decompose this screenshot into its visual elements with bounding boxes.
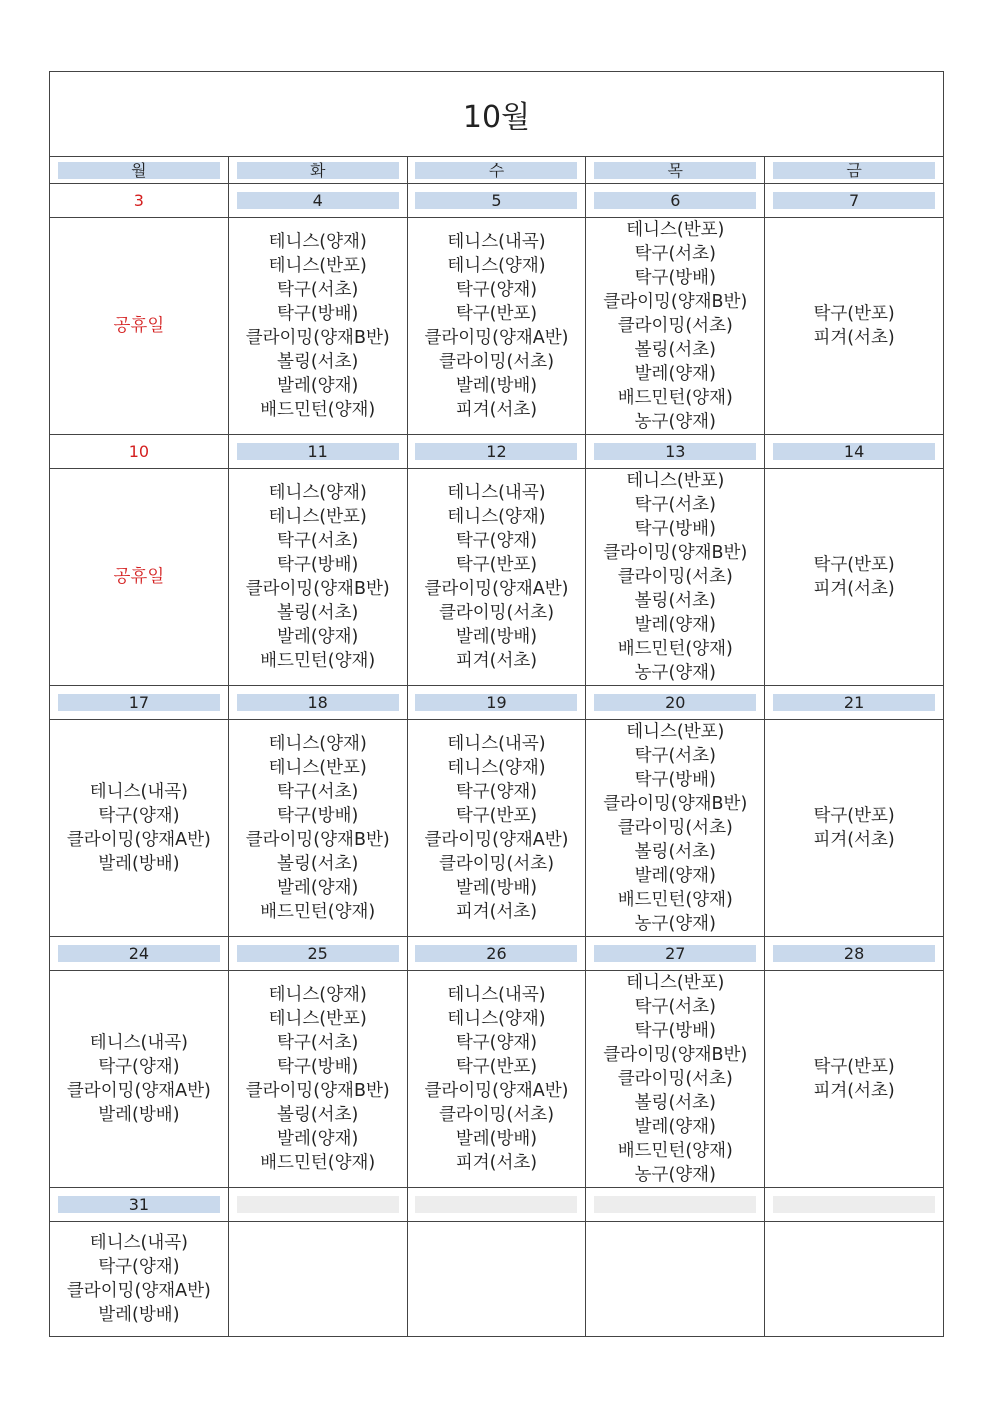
empty-date-bar [237,1196,399,1213]
date-label: 7 [773,192,935,209]
date-label: 20 [594,694,756,711]
activity-cell: 테니스(양재) 테니스(반포) 탁구(서초) 탁구(방배) 클라이밍(양재B반) 볼링(서초) 발레(양재) 배드민턴(양재) [228,218,407,435]
date-cell [228,435,407,469]
date-label: 11 [237,443,399,460]
activity-cell: 테니스(내곡) 탁구(양재) 클라이밍(양재A반) 발레(방배) [50,720,229,937]
date-label: 19 [415,694,577,711]
date-cell [586,1188,765,1222]
week-1-dates [50,184,944,218]
week-2-activities [50,469,944,686]
date-label: 24 [58,945,220,962]
date-label: 26 [415,945,577,962]
date-label: 5 [415,192,577,209]
date-cell [407,686,586,720]
week-4-dates [50,937,944,971]
empty-date-bar [415,1196,577,1213]
week-3-dates [50,686,944,720]
activity-cell: 탁구(반포) 피겨(서초) [765,720,944,937]
date-label: 25 [237,945,399,962]
activity-cell: 탁구(반포) 피겨(서초) [765,218,944,435]
weekday-header-wed [407,157,586,184]
weekday-label: 목 [594,162,756,179]
activity-cell: 테니스(양재) 테니스(반포) 탁구(서초) 탁구(방배) 클라이밍(양재B반) 볼링(서초) 발레(양재) 배드민턴(양재) [228,720,407,937]
date-label: 18 [237,694,399,711]
empty-cell [228,1222,407,1337]
date-cell [50,686,229,720]
activity-cell: 테니스(내곡) 테니스(양재) 탁구(양재) 탁구(반포) 클라이밍(양재A반) 클라이밍(서초) 발레(방배) 피겨(서초) [407,218,586,435]
date-cell [586,686,765,720]
october-calendar [49,71,944,1337]
date-label: 6 [594,192,756,209]
holiday-cell: 공휴일 [50,218,229,435]
date-cell [586,184,765,218]
week-3-activities [50,720,944,937]
activity-cell: 테니스(양재) 테니스(반포) 탁구(서초) 탁구(방배) 클라이밍(양재B반) 볼링(서초) 발레(양재) 배드민턴(양재) [228,469,407,686]
date-label: 12 [415,443,577,460]
holiday-date: 3 [133,191,144,210]
activity-cell: 테니스(내곡) 탁구(양재) 클라이밍(양재A반) 발레(방배) [50,971,229,1188]
weekday-label: 월 [58,162,220,179]
activity-cell: 탁구(반포) 피겨(서초) [765,469,944,686]
date-cell [765,184,944,218]
week-5-dates [50,1188,944,1222]
empty-date-bar [594,1196,756,1213]
date-label: 13 [594,443,756,460]
date-cell [765,435,944,469]
date-cell [407,1188,586,1222]
activity-cell: 테니스(반포) 탁구(서초) 탁구(방배) 클라이밍(양재B반) 클라이밍(서초) 볼링(서초) 발레(양재) 배드민턴(양재) 농구(양재) [586,469,765,686]
weekday-header-mon [50,157,229,184]
empty-date-bar [773,1196,935,1213]
date-cell [765,1188,944,1222]
date-label: 21 [773,694,935,711]
date-label: 27 [594,945,756,962]
activity-cell: 테니스(반포) 탁구(서초) 탁구(방배) 클라이밍(양재B반) 클라이밍(서초) 볼링(서초) 발레(양재) 배드민턴(양재) 농구(양재) [586,218,765,435]
weekday-header-fri [765,157,944,184]
empty-cell [586,1222,765,1337]
activity-cell: 테니스(내곡) 테니스(양재) 탁구(양재) 탁구(반포) 클라이밍(양재A반) 클라이밍(서초) 발레(방배) 피겨(서초) [407,469,586,686]
activity-cell: 테니스(내곡) 테니스(양재) 탁구(양재) 탁구(반포) 클라이밍(양재A반) 클라이밍(서초) 발레(방배) 피겨(서초) [407,720,586,937]
weekday-header-tue [228,157,407,184]
date-label: 17 [58,694,220,711]
activity-cell: 테니스(양재) 테니스(반포) 탁구(서초) 탁구(방배) 클라이밍(양재B반) 볼링(서초) 발레(양재) 배드민턴(양재) [228,971,407,1188]
date-cell [50,937,229,971]
date-cell [765,937,944,971]
date-cell [50,435,229,469]
week-5-activities [50,1222,944,1337]
calendar-title: 10월 [50,72,944,157]
date-label: 31 [58,1196,220,1213]
activity-cell: 탁구(반포) 피겨(서초) [765,971,944,1188]
date-cell [765,686,944,720]
date-cell [407,435,586,469]
week-1-activities [50,218,944,435]
activity-cell: 테니스(내곡) 탁구(양재) 클라이밍(양재A반) 발레(방배) [50,1222,229,1337]
date-cell [586,435,765,469]
date-cell [407,937,586,971]
weekday-label: 수 [415,162,577,179]
holiday-cell: 공휴일 [50,469,229,686]
date-cell [50,1188,229,1222]
date-cell [228,937,407,971]
empty-cell [407,1222,586,1337]
date-cell [228,686,407,720]
empty-cell [765,1222,944,1337]
date-cell [407,184,586,218]
activity-cell: 테니스(반포) 탁구(서초) 탁구(방배) 클라이밍(양재B반) 클라이밍(서초) 볼링(서초) 발레(양재) 배드민턴(양재) 농구(양재) [586,720,765,937]
date-cell [50,184,229,218]
week-2-dates [50,435,944,469]
date-cell [228,1188,407,1222]
activity-cell: 테니스(내곡) 테니스(양재) 탁구(양재) 탁구(반포) 클라이밍(양재A반) 클라이밍(서초) 발레(방배) 피겨(서초) [407,971,586,1188]
activity-cell: 테니스(반포) 탁구(서초) 탁구(방배) 클라이밍(양재B반) 클라이밍(서초) 볼링(서초) 발레(양재) 배드민턴(양재) 농구(양재) [586,971,765,1188]
date-label: 4 [237,192,399,209]
date-cell [228,184,407,218]
date-label: 14 [773,443,935,460]
weekday-label: 화 [237,162,399,179]
date-cell [586,937,765,971]
weekday-header-thu [586,157,765,184]
holiday-date: 10 [128,442,150,461]
week-4-activities [50,971,944,1188]
date-label: 28 [773,945,935,962]
weekday-label: 금 [773,162,935,179]
